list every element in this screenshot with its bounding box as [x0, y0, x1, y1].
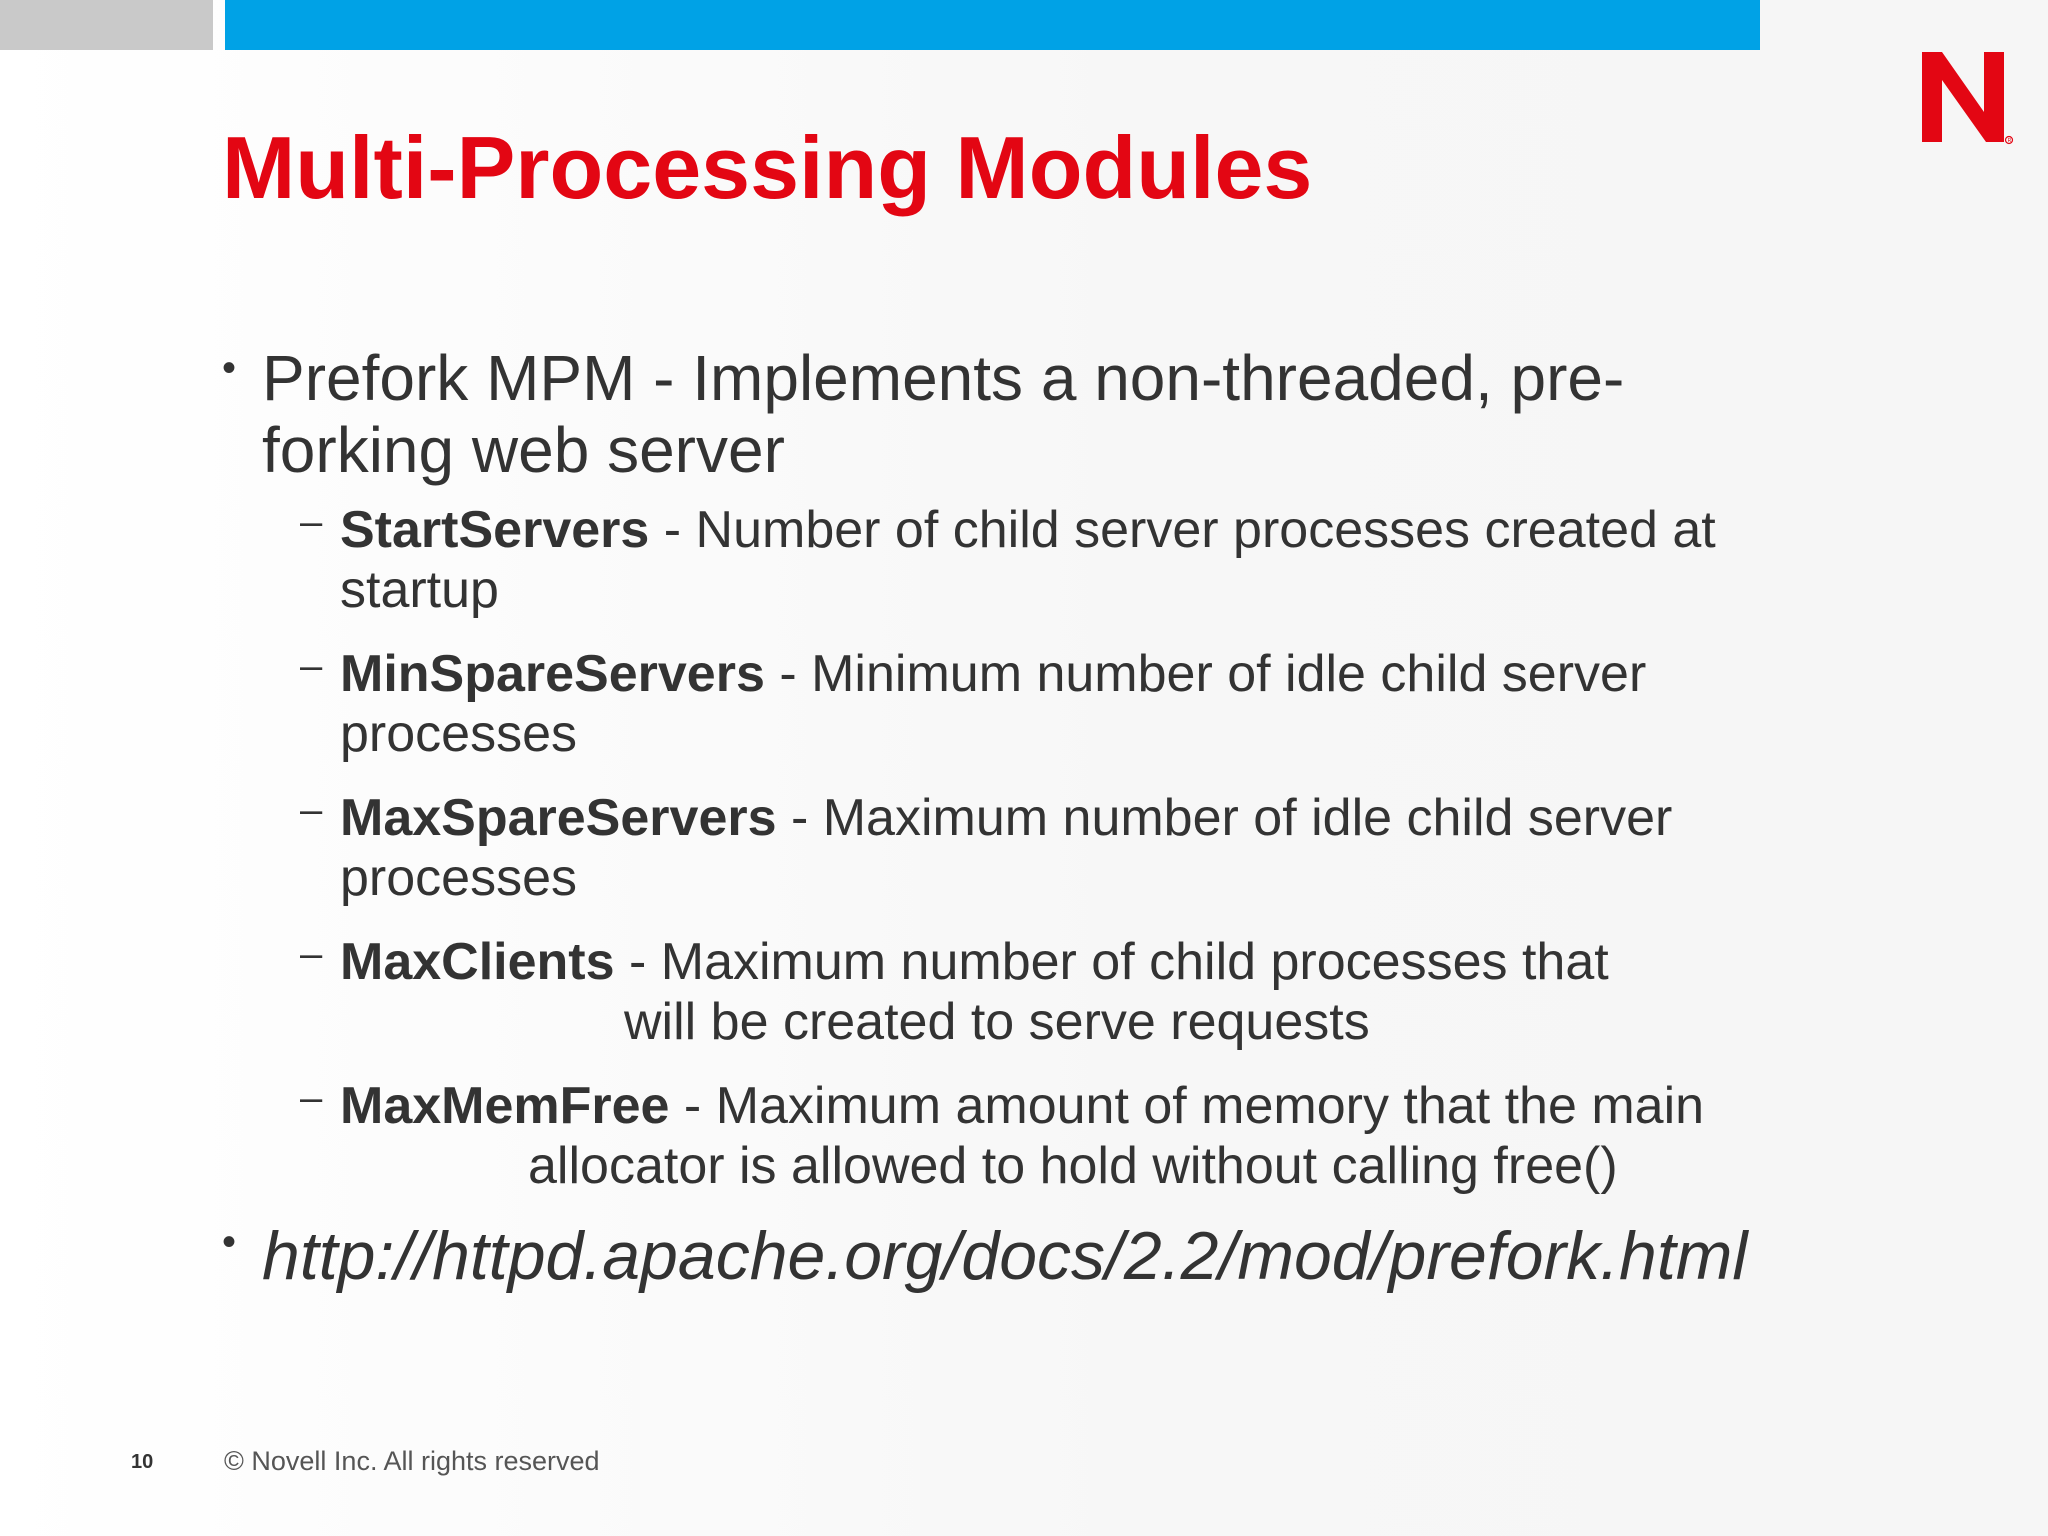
sub-desc: Number of child server processes created at [695, 501, 1716, 559]
sub-term: MaxMemFree [340, 1077, 670, 1135]
bullet-line-1: Prefork MPM - Implements a non-threaded, pre- [262, 342, 1625, 414]
header-blue-bar [225, 0, 1760, 50]
sub-desc: Maximum amount of memory that the main [715, 1077, 1705, 1135]
sub-cont: allocator is allowed to hold without calling free() [528, 1137, 1618, 1195]
sub-cont: processes [340, 705, 577, 763]
copyright-notice: © Novell Inc. All rights reserved [224, 1446, 600, 1476]
sub-sep: - [669, 1077, 716, 1135]
bullet-link [222, 1216, 1882, 1296]
sub-term: MaxSpareServers [340, 789, 777, 847]
slide-title: Multi-Processing Modules [222, 118, 1313, 217]
header-gray-bar [0, 0, 213, 50]
prefork-docs-link[interactable]: http://httpd.apache.org/docs/2.2/mod/prefork.html [262, 1218, 1748, 1294]
slide-content [222, 342, 1882, 1296]
svg-text:R: R [2007, 137, 2012, 144]
sub-item-maxspareservers [300, 788, 1882, 908]
sub-term: StartServers [340, 501, 650, 559]
sub-desc: Maximum number of idle child server [822, 789, 1673, 847]
bullet-dot: • [222, 346, 237, 390]
sub-sep: - [614, 933, 661, 991]
bullet-prefork [222, 342, 1882, 486]
sub-term: MinSpareServers [340, 645, 765, 703]
sub-dash: – [300, 1076, 323, 1120]
bullet-line-2: forking web server [262, 414, 785, 486]
sub-dash: – [300, 644, 323, 688]
slide-number: 10 [131, 1451, 154, 1473]
sub-cont: startup [340, 561, 499, 619]
sub-sep: - [649, 501, 696, 559]
sub-item-maxmemfree [300, 1076, 1882, 1196]
sub-cont: processes [340, 849, 577, 907]
sub-cont: will be created to serve requests [624, 993, 1370, 1051]
sub-dash: – [300, 500, 323, 544]
sub-item-maxclients [300, 932, 1882, 1052]
sub-desc: Maximum number of child processes that [660, 933, 1609, 991]
bullet-dot: • [222, 1220, 237, 1264]
sub-item-minspareservers [300, 644, 1882, 764]
novell-n-logo-icon [1918, 48, 2014, 148]
sub-sep: - [776, 789, 823, 847]
sub-dash: – [300, 788, 323, 832]
sub-item-startservers [300, 500, 1882, 620]
sub-term: MaxClients [340, 933, 615, 991]
sub-desc: Minimum number of idle child server [811, 645, 1647, 703]
sub-dash: – [300, 932, 323, 976]
sub-sep: - [764, 645, 812, 703]
